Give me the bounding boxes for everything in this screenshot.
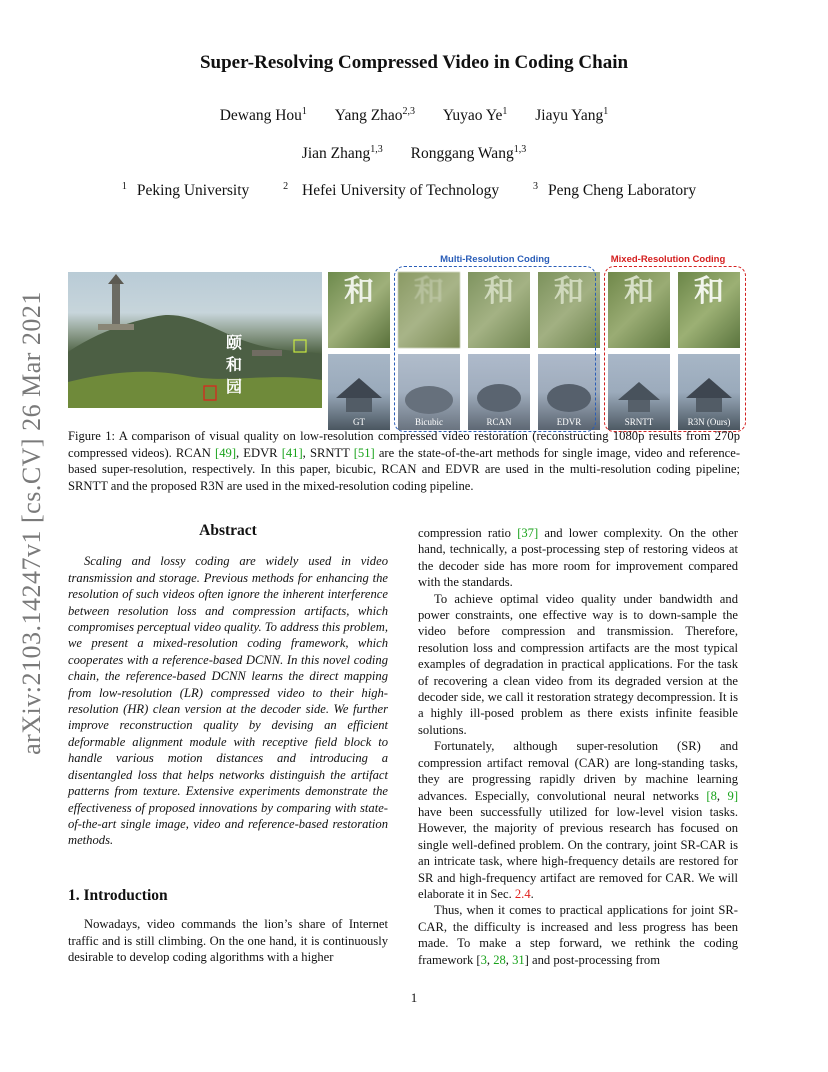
landscape-illustration: [68, 272, 322, 408]
paragraph: Thus, when it comes to practical applications for joint SR-CAR, the difficulty is increased and less progress has been made. To make a step forward, we rethink the coding framework [3, 28, 31] and post-processing from: [418, 903, 738, 967]
sign-char: 颐: [226, 333, 243, 352]
citation-link[interactable]: [49]: [215, 445, 237, 460]
author: Dewang Hou$^1$: [219, 106, 307, 125]
abstract-heading: Abstract: [199, 522, 257, 539]
paragraph: To achieve optimal video quality under bandwidth and power constraints, one effective way is to down-sample the video before compression and transmission. Therefore, resolution loss and compression artifacts are the most typical examples of degradation in practical applications. For the task of recovering a clean video from its degraded version at the decoder side, we call it restoration strategy decompression. It is a highly ill-posed problem as there exists infinite feasible solutions.: [418, 591, 738, 737]
citation-link[interactable]: 3: [480, 952, 487, 967]
authors-line-2: [0, 144, 828, 163]
comparison-tiles: [328, 272, 748, 427]
citation-link[interactable]: 28: [493, 952, 506, 967]
introduction-section: [68, 888, 388, 966]
tile-gt-char: 和: [328, 272, 390, 348]
sign-char: 园: [226, 377, 243, 396]
tile-gt-roof: [328, 354, 390, 430]
tile-label: SRNTT: [624, 417, 654, 427]
tile-label: R3N (Ours): [687, 417, 731, 427]
landscape-image: [68, 272, 322, 408]
tile-r3n-char: 和: [678, 272, 740, 348]
figure-caption: Figure 1: A comparison of visual quality on low-resolution compressed video restoration (reconstructing 1080p results from 270p compressed videos). RCAN [49], EDVR [41], SRNTT [51] are the state-of-the-art methods for single image, video and reference-based super-resolution, respectively. In this paper, bicubic, RCAN and EDVR are used in the multi-resolution coding pipeline; SRNTT and the proposed R3N are used in the mixed-resolution coding pipeline.: [68, 429, 741, 493]
tile-label: RCAN: [486, 417, 512, 427]
affiliation: $^3$ Peng Cheng Laboratory: [533, 181, 697, 200]
paragraph: compression ratio [37] and lower complexity. On the other hand, technically, a post-processing step of restoring videos at the decoder side has more room for improvement compared with the standards.: [418, 526, 738, 590]
author: Ronggang Wang$^{1,3}$: [410, 144, 527, 163]
intro-paragraph: Nowadays, video commands the lion’s share of Internet traffic and is still climbing. On the one hand, it is continuously desirable to develop coding algorithms with a higher: [68, 917, 388, 965]
mixed-resolution-label: Mixed-Resolution Coding: [610, 254, 726, 265]
tile-srntt-char: 和: [608, 272, 670, 348]
citation-link[interactable]: 31: [512, 952, 525, 967]
citation-link[interactable]: 9]: [727, 788, 739, 803]
tile-rcan-char: 和: [468, 272, 530, 348]
author: Yuyao Ye$^1$: [442, 106, 508, 125]
tile-bicubic-char: 和: [398, 272, 460, 348]
page-number: 1: [410, 990, 418, 1005]
authors-line-1: [0, 106, 828, 125]
multi-resolution-box: [394, 266, 596, 432]
author: Jian Zhang$^{1,3}$: [301, 144, 383, 163]
tile-label: EDVR: [556, 417, 582, 427]
tile-label: GT: [353, 417, 365, 427]
introduction-heading: 1. Introduction: [68, 887, 168, 904]
multi-resolution-label: Multi-Resolution Coding: [440, 254, 550, 265]
mixed-resolution-box: [604, 266, 746, 432]
author: Jiayu Yang$^1$: [535, 106, 609, 125]
sign-char: 和: [226, 355, 243, 374]
tile-edvr-char: 和: [538, 272, 600, 348]
citation-link[interactable]: [8: [706, 788, 717, 803]
arxiv-stamp: arXiv:2103.14247v1 [cs.CV] 26 Mar 2021: [17, 291, 46, 755]
citation-link[interactable]: [37]: [517, 526, 539, 540]
abstract-text: Scaling and lossy coding are widely used in video transmission and storage. Previous methods for enhancing the resolution of such videos often ignore the inherent interference between resolution loss and compression artifacts, which compromises perceptual video quality. To address this problem, we present a mixed-resolution coding framework, which cooperates with a reference-based DCNN. In this novel coding chain, the reference-based DCNN learns the direct mapping from low-resolution (LR) compressed video to their high-resolution (HR) clean version at the decoder side. We further improve reconstruction quality by devising an efficient deformable alignment module with receptive field block to handle various motion distances and introducing a disentangled loss that helps networks distinguish the artifact patterns from texture. Extensive experiments demonstrate the effectiveness of proposed innovations by comparing with state-of-the-art single image, video and reference-based restoration methods.: [68, 554, 388, 848]
affiliation: $^1$ Peking University: [121, 181, 250, 200]
section-link[interactable]: 2.4: [514, 886, 531, 901]
right-column: [418, 525, 738, 968]
affiliation: $^2$ Hefei University of Technology: [283, 181, 500, 200]
author: Yang Zhao$^{2,3}$: [334, 106, 416, 125]
paper-title: Super-Resolving Compressed Video in Coding Chain: [199, 52, 629, 73]
figure-1: [68, 252, 748, 427]
affiliations: [0, 181, 828, 200]
paragraph: Fortunately, although super-resolution (SR) and compression artifact removal (CAR) are long-standing tasks, they are progressing rapidly driven by machine learning advances. Especially, convolutional neural networks [8, 9] have been successfully utilized for low-level vision tasks. However, the majority of previous research has focused on single well-defined problem. On the contrary, joint SR-CAR is an intricate task, where high-frequency details are restored for SR and high-frequency artifact are removed for CAR. We will elaborate it in Sec. 2.4.: [418, 739, 739, 901]
citation-link[interactable]: [41]: [281, 445, 303, 460]
citation-link[interactable]: [51]: [353, 445, 375, 460]
tile-label: Bicubic: [415, 417, 443, 427]
abstract-section: [68, 523, 388, 849]
sign-characters: [226, 332, 242, 398]
